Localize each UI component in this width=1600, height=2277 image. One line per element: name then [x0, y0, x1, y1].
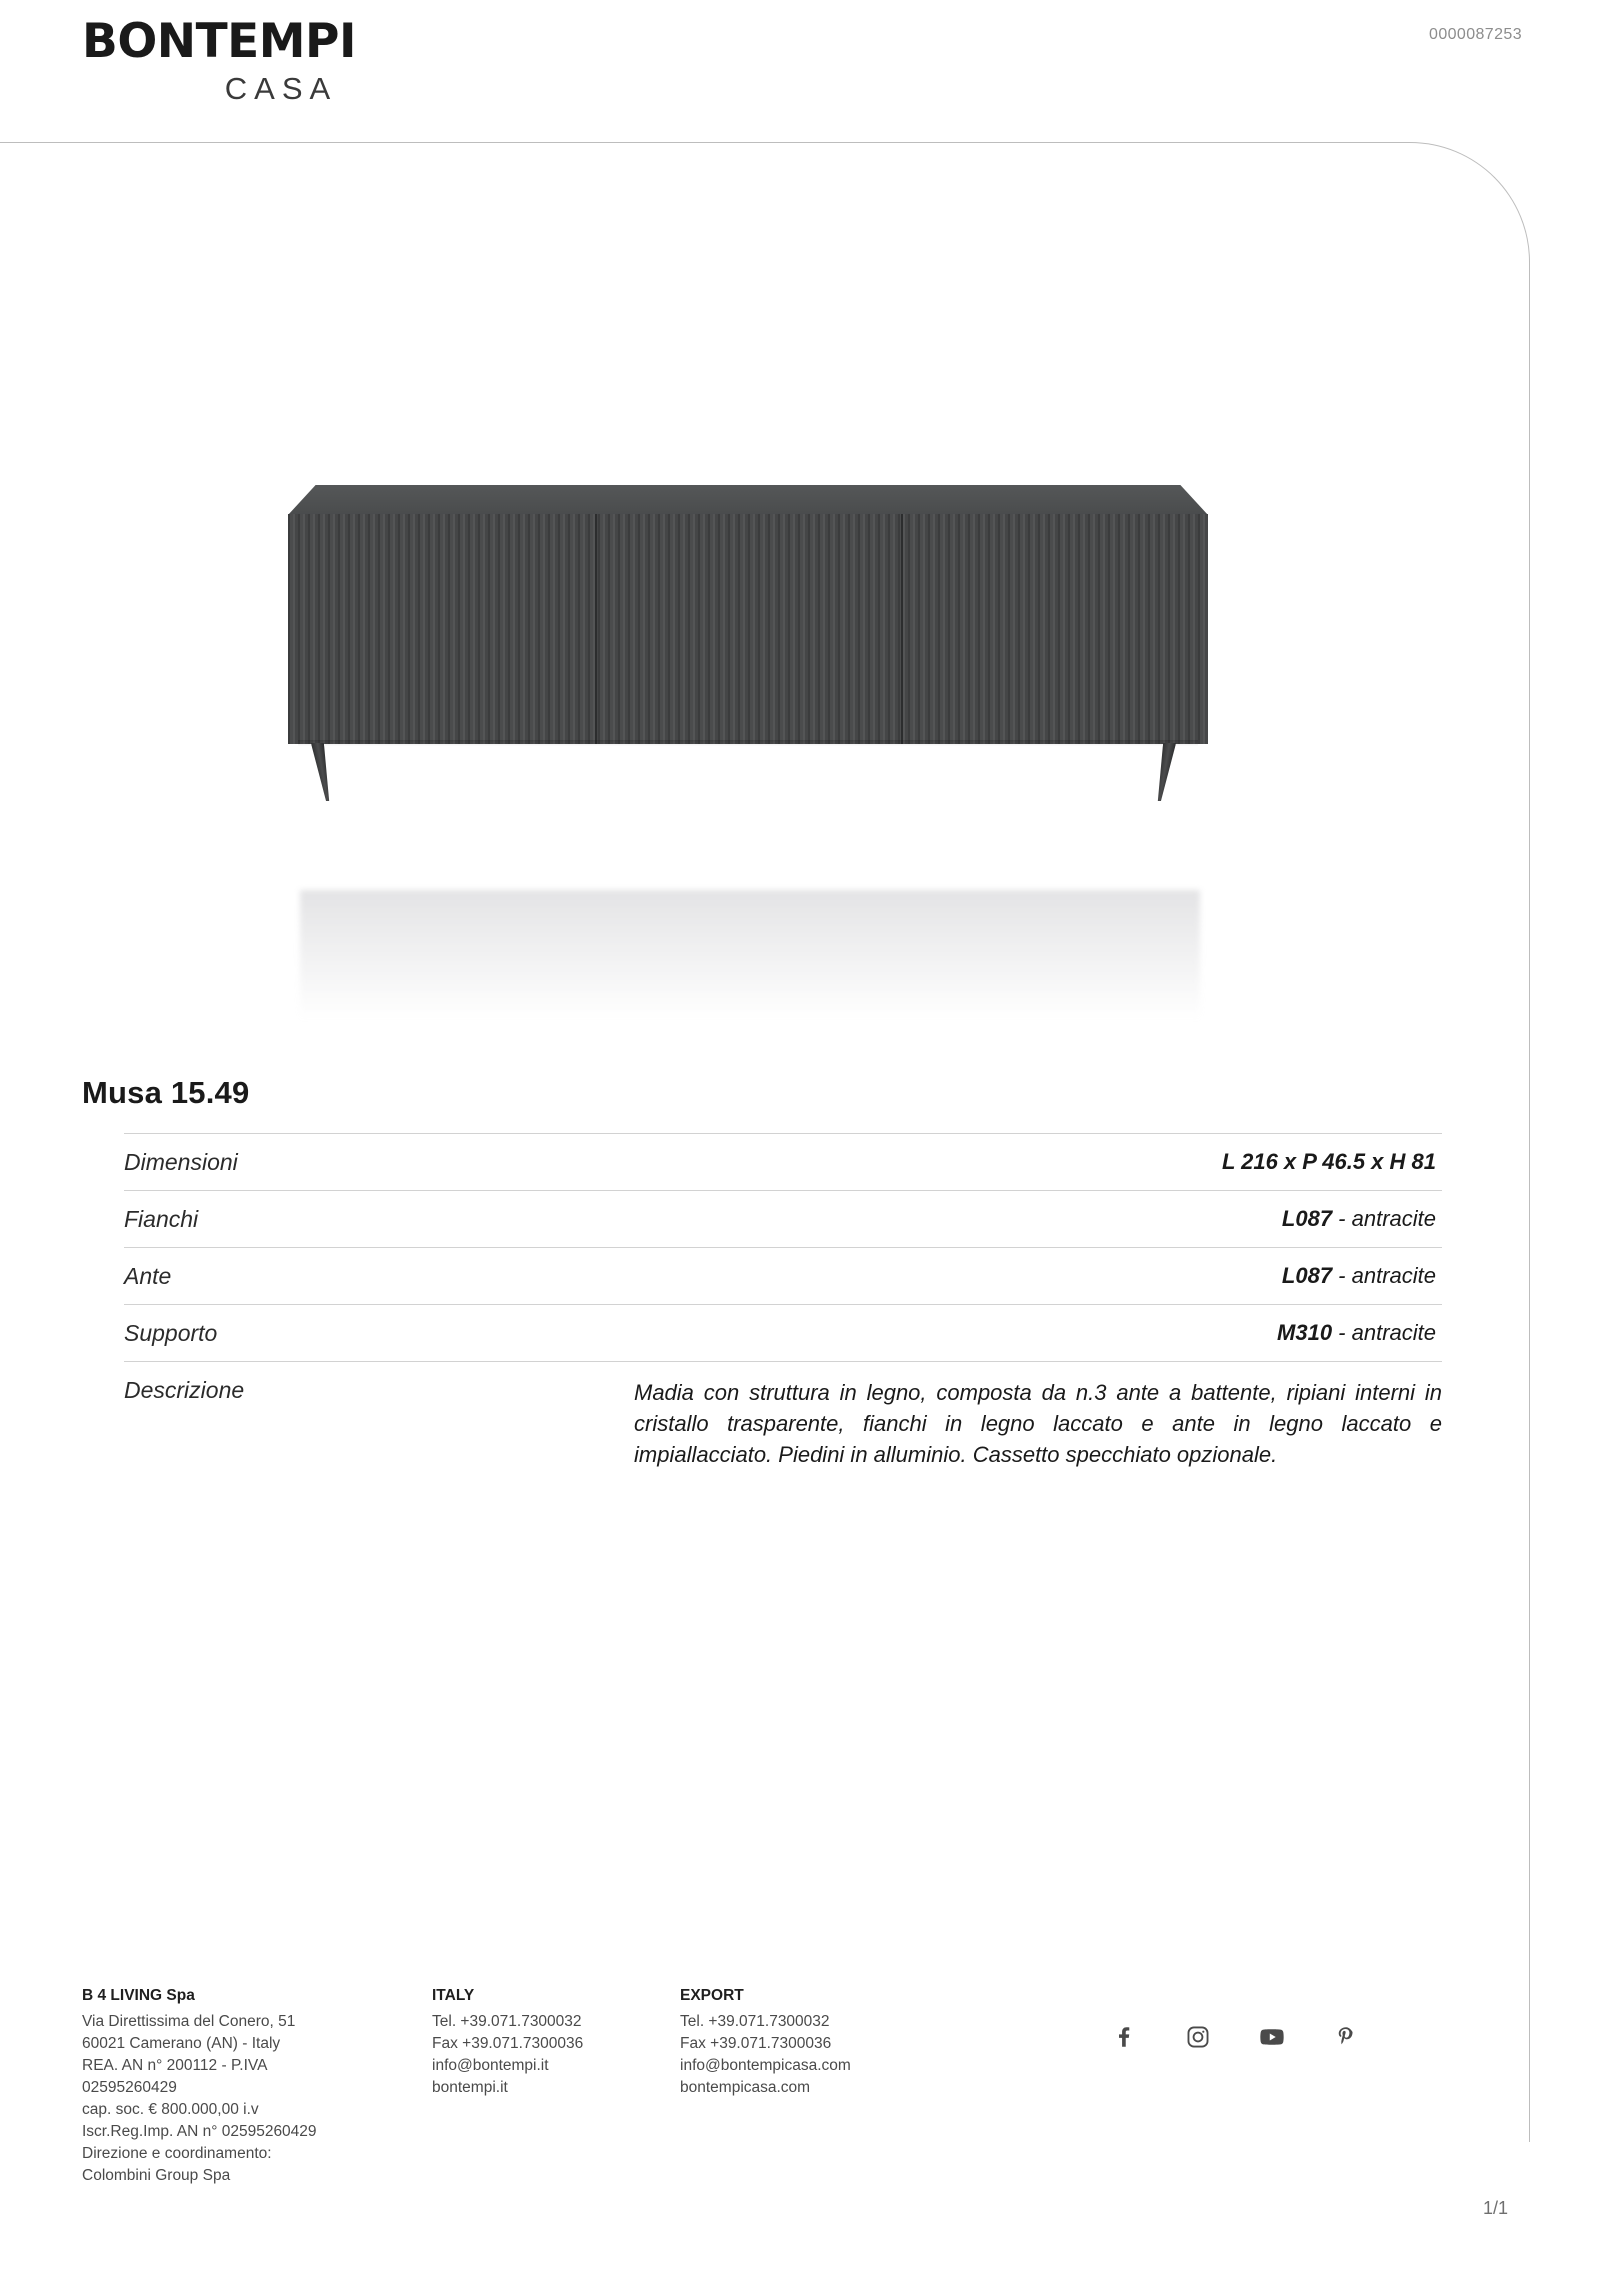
spec-value-rest: - antracite: [1332, 1320, 1436, 1345]
instagram-icon[interactable]: [1184, 2023, 1212, 2051]
table-row: [124, 1134, 1442, 1191]
social-links: [1110, 2023, 1360, 2051]
sideboard-render: [268, 485, 1228, 765]
document-code: 0000087253: [1429, 26, 1522, 43]
facebook-icon[interactable]: [1110, 2023, 1138, 2051]
spec-value: [624, 1248, 1442, 1305]
footer-italy-block: [432, 1985, 680, 2099]
spec-value-code: M310: [1277, 1320, 1333, 1345]
table-row: [124, 1191, 1442, 1248]
company-line: Iscr.Reg.Imp. AN n° 02595260429: [82, 2123, 317, 2140]
floor-reflection: [300, 890, 1200, 1020]
export-title: EXPORT: [680, 1987, 744, 2004]
spec-label: Ante: [124, 1263, 172, 1289]
sideboard-leg: [1153, 743, 1176, 801]
italy-phone: Tel. +39.071.7300032: [432, 2013, 582, 2030]
spec-value-rest: - antracite: [1332, 1263, 1436, 1288]
spec-value-code: L087: [1281, 1206, 1333, 1231]
italy-title: ITALY: [432, 1987, 475, 2004]
table-row: [124, 1248, 1442, 1305]
description-text: Madia con struttura in legno, composta da n.3 ante a battente, ripiani interni in cristallo trasparente, fianchi in legno laccato e ante in legno laccato e impiallacciato. Piedini in alluminio. Cassetto specchiato opzionale.: [634, 1380, 1442, 1468]
spec-value-code: L087: [1281, 1263, 1333, 1288]
company-line: cap. soc. € 800.000,00 i.v: [82, 2101, 259, 2118]
company-name: B 4 LIVING Spa: [82, 1987, 195, 2004]
specifications-table: [124, 1133, 1442, 1485]
spec-value-code: L 216 x P 46.5 x H 81: [1221, 1149, 1436, 1174]
company-line: 02595260429: [82, 2079, 177, 2096]
spec-value-rest: - antracite: [1332, 1206, 1436, 1231]
sideboard-body: [288, 514, 1208, 744]
spec-label: Supporto: [124, 1320, 218, 1346]
description-cell: [624, 1362, 1442, 1485]
sideboard-door-seam: [901, 514, 903, 744]
spec-value: [624, 1305, 1442, 1362]
company-line: Colombini Group Spa: [82, 2167, 231, 2184]
italy-website[interactable]: bontempi.it: [432, 2079, 508, 2096]
sideboard-door-seam: [595, 514, 597, 744]
product-details: [82, 1075, 1442, 1485]
table-row-description: [124, 1362, 1442, 1485]
spec-value: [624, 1191, 1442, 1248]
pinterest-icon[interactable]: [1332, 2023, 1360, 2051]
brand-logo: [82, 14, 422, 107]
export-email[interactable]: info@bontempicasa.com: [680, 2057, 851, 2074]
export-fax: Fax +39.071.7300036: [680, 2035, 832, 2052]
sideboard-top: [288, 485, 1208, 515]
footer-export-block: [680, 1985, 980, 2099]
spec-label: Dimensioni: [124, 1149, 238, 1175]
company-line: Direzione e coordinamento:: [82, 2145, 272, 2162]
italy-fax: Fax +39.071.7300036: [432, 2035, 584, 2052]
sideboard-base-shadow: [298, 740, 1198, 746]
page-title: Musa 15.49: [82, 1075, 250, 1110]
export-website[interactable]: bontempicasa.com: [680, 2079, 811, 2096]
spec-label: Fianchi: [124, 1206, 199, 1232]
company-line: REA. AN n° 200112 - P.IVA: [82, 2057, 268, 2074]
table-row: [124, 1305, 1442, 1362]
company-line: Via Direttissima del Conero, 51: [82, 2013, 296, 2030]
description-label: Descrizione: [124, 1362, 624, 1485]
product-image: [0, 330, 1530, 1030]
page-footer: [82, 1985, 1502, 2187]
italy-email[interactable]: info@bontempi.it: [432, 2057, 549, 2074]
page-number: 1/1: [1482, 2198, 1508, 2218]
brand-logo-sub: CASA: [224, 71, 338, 106]
spec-value: [624, 1134, 1442, 1191]
company-line: 60021 Camerano (AN) - Italy: [82, 2035, 281, 2052]
export-phone: Tel. +39.071.7300032: [680, 2013, 830, 2030]
sideboard-leg: [311, 743, 334, 801]
footer-company-block: [82, 1985, 432, 2187]
brand-logo-main: BONTEMPI: [82, 14, 356, 69]
page-header: [0, 0, 1600, 140]
youtube-icon[interactable]: [1258, 2023, 1286, 2051]
